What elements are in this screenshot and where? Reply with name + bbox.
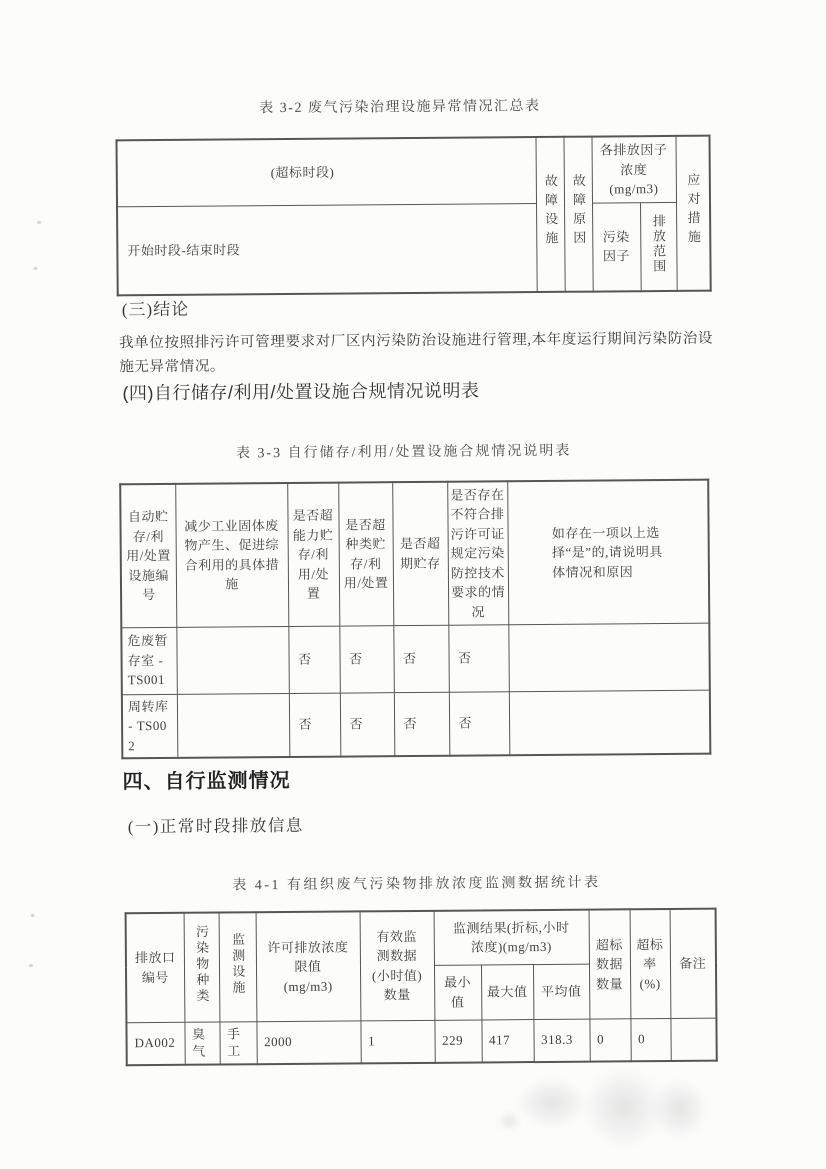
value-cell: 2000 <box>256 1020 360 1064</box>
header-cell: 如存在一项以上选择“是”的,请说明具体情况和原因 <box>507 480 709 625</box>
value-cell: 否 <box>339 625 394 692</box>
header-cell-permit-limit: 许可排放浓度 限值 (mg/m3) <box>256 911 361 1021</box>
header-cell-exceed-count: 超标数据数量 <box>589 909 631 1018</box>
header-cell-pollutant-factor: 污染因子 <box>592 202 641 291</box>
value-cell: 否 <box>340 692 395 756</box>
value-cell: 318.3 <box>533 1019 589 1062</box>
value-cell: 否 <box>449 691 510 755</box>
header-cell-valid-data: 有效监测数据(小时值)数量 <box>360 911 435 1021</box>
table-row <box>122 690 710 759</box>
table-3-2 <box>115 135 711 297</box>
value-cell: 否 <box>289 693 341 757</box>
header-cell-result-group: 监测结果(折标,小时浓度)(mg/m3) <box>434 910 589 965</box>
ink-smudge <box>650 1078 708 1140</box>
header-cell: 是否超种类贮存/利用/处置 <box>338 482 393 625</box>
value-cell: 否 <box>288 626 340 693</box>
facility-id-cell: 危废暂存室 - TS001 <box>121 627 177 694</box>
value-cell: 否 <box>393 625 449 692</box>
value-cell: 417 <box>481 1019 533 1062</box>
table-row <box>126 1018 716 1066</box>
header-cell-exceed-rate: 超标 率 (%) <box>630 909 671 1018</box>
ink-smudge <box>498 1111 520 1131</box>
header-cell-factor-group: 各排放因子 浓度 (mg/m3) <box>591 136 676 203</box>
value-cell <box>670 1018 716 1061</box>
table-row <box>117 136 711 207</box>
table-3-3-title: 表 3-3 自行储存/利用/处置设施合规情况说明表 <box>235 443 572 462</box>
conclusion-heading: (三)结论 <box>121 299 190 320</box>
value-cell <box>177 693 289 758</box>
header-cell: 是否存在不符合排污许可证规定污染防控技术要求的情况 <box>447 481 508 624</box>
conclusion-paragraph: 我单位按照排污许可管理要求对厂区内污染防治设施进行管理,本年度运行期间污染防治设施无异常情况。 <box>119 330 714 375</box>
table-row <box>117 202 711 296</box>
scan-speck <box>33 267 37 270</box>
table-4-1 <box>125 908 718 1067</box>
value-cell: 臭气 <box>184 1022 219 1065</box>
header-cell-fault-reason: 故障原因 <box>563 137 592 292</box>
monitoring-subheading: (一)正常时段排放信息 <box>127 815 304 837</box>
outlet-id-cell: DA002 <box>126 1022 184 1065</box>
header-cell: 自动贮存/利用/处置设施编号 <box>120 484 176 627</box>
cell-period-label: 开始时段-结束时段 <box>117 203 537 295</box>
header-cell: 减少工业固体废物产生、促进综合利用的具体措施 <box>175 483 288 627</box>
value-cell: 0 <box>589 1018 630 1061</box>
table-row <box>121 623 710 695</box>
value-cell: 否 <box>448 624 509 691</box>
table-header-row <box>126 909 716 968</box>
scan-speck <box>37 221 41 224</box>
value-cell <box>176 626 289 694</box>
header-cell-pollutant-type: 污染物种类 <box>184 913 220 1022</box>
header-cell-outlet: 排放口编号 <box>126 913 185 1022</box>
value-cell: 0 <box>630 1018 670 1061</box>
table-3-2-title: 表 3-2 废气污染治理设施异常情况汇总表 <box>259 98 541 117</box>
value-cell <box>509 690 710 756</box>
header-cell-remark: 备注 <box>670 909 717 1018</box>
section-4-heading: (四)自行储存/利用/处置设施合规情况说明表 <box>122 380 480 404</box>
value-cell: 1 <box>360 1020 434 1064</box>
table-header-row <box>120 480 709 628</box>
header-cell-response-measures: 应对措施 <box>676 136 711 291</box>
header-cell-exceed-period: (超标时段) <box>117 137 537 206</box>
table-4-1-title: 表 4-1 有组织废气污染物排放浓度监测数据统计表 <box>232 875 601 894</box>
header-cell: 是否超期贮存 <box>392 482 448 625</box>
scan-speck <box>29 964 33 967</box>
header-cell-avg: 平均值 <box>533 964 589 1019</box>
value-cell <box>508 623 710 692</box>
facility-id-cell: 周转库 - TS002 <box>122 694 178 758</box>
table-3-3 <box>119 479 711 760</box>
header-cell-monitor-facility: 监测设施 <box>219 912 257 1021</box>
scan-speck <box>31 914 35 917</box>
header-cell-max: 最大值 <box>481 964 533 1019</box>
value-cell: 手工 <box>219 1021 256 1064</box>
header-cell: 是否超能力贮存/利用/处置 <box>287 483 339 626</box>
monitoring-heading: 四、自行监测情况 <box>122 769 291 794</box>
ink-smudge <box>516 1077 588 1130</box>
value-cell: 否 <box>394 692 450 756</box>
header-cell-min: 最小值 <box>434 964 481 1019</box>
header-cell-fault-facility: 故障设施 <box>535 137 564 292</box>
header-cell-emission-range: 排放范围 <box>640 202 677 291</box>
value-cell: 229 <box>434 1019 481 1062</box>
